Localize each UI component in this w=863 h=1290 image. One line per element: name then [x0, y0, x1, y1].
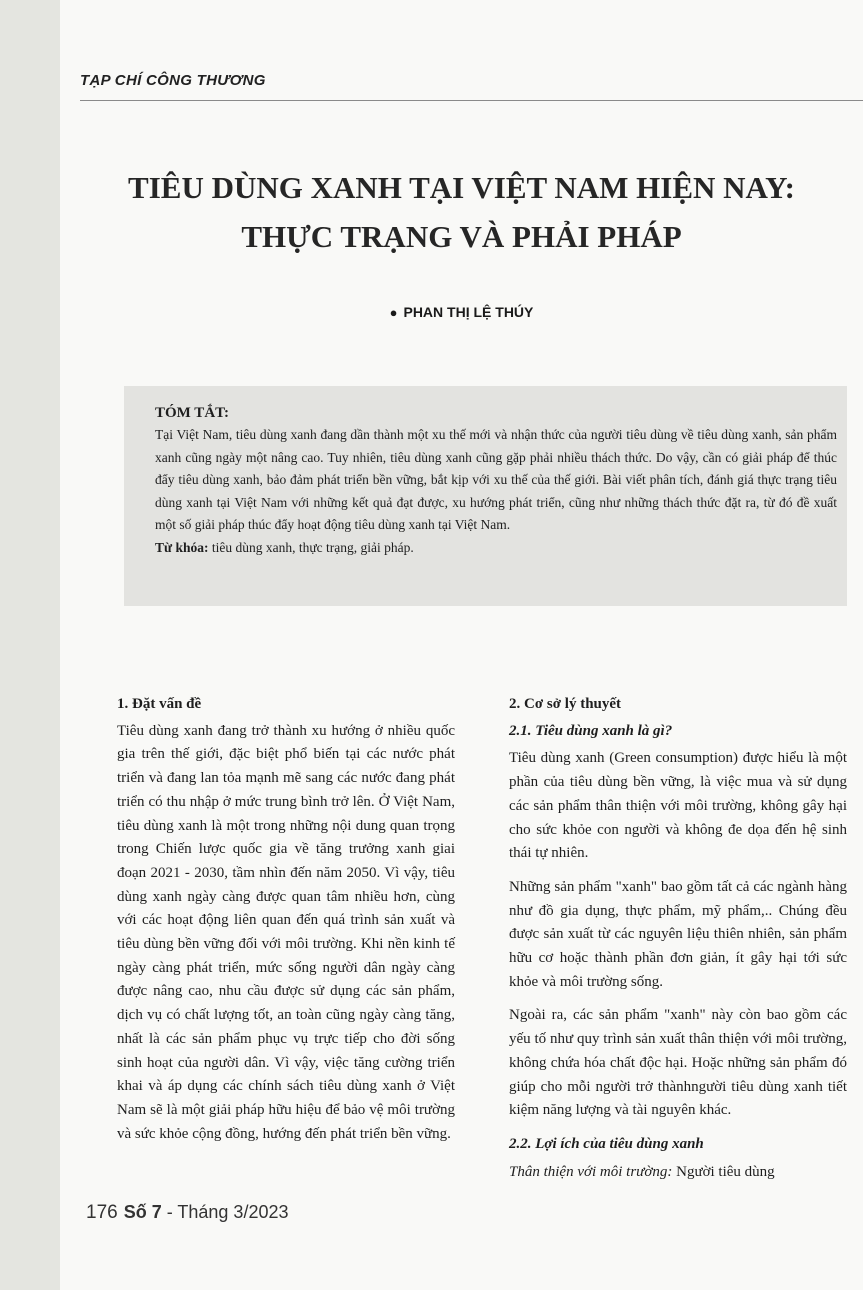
author-line [60, 304, 863, 320]
subsection-2-1-paragraph-2: Những sản phẩm "xanh" bao gồm tất cả các ngành hàng như đồ gia dụng, thực phẩm, mỹ phẩm,.. Chúng đều được sản xuất từ các nguyên liệu thiên nhiên, sản phẩm hữu cơ hoặc thành phần đơn giản, ít gây hại tới sức khỏe và môi trường sống. [509, 878, 847, 990]
header-rule [80, 100, 863, 101]
article-title [60, 163, 863, 261]
author-name: PHAN THỊ LỆ THÚY [403, 304, 534, 320]
abstract-heading: TÓM TẮT: [155, 405, 230, 421]
subsection-2-2-heading: 2.2. Lợi ích của tiêu dùng xanh [509, 1135, 704, 1152]
article-title-line-1: TIÊU DÙNG XANH TẠI VIỆT NAM HIỆN NAY: [128, 170, 795, 205]
benefit-label: Thân thiện với môi trường: [509, 1163, 673, 1180]
left-column [117, 693, 455, 1156]
issue-date: - Tháng 3/2023 [161, 1202, 289, 1222]
keywords-label: Từ khóa: [155, 539, 209, 555]
keywords-line [155, 537, 837, 559]
page-footer [86, 1202, 288, 1224]
section-1-paragraph: Tiêu dùng xanh đang trở thành xu hướng ở nhiều quốc gia trên thế giới, đặc biệt phổ biến tại các nước phát triển và đang lan tỏa mạnh mẽ sang các nước đang phát triển có thu nhập ở mức trung bình trở lên. Ở Việt Nam, tiêu dùng xanh là một trong những nội dung quan trọng trong Chiến lược quốc gia về tăng trưởng xanh giai đoạn 2021 - 2030, tầm nhìn đến năm 2050. Vì vậy, tiêu dùng xanh ngày càng được quan tâm nhiều hơn, cùng với các hoạt động liên quan đến quá trình sản xuất và tiêu dùng bền vững đối với môi trường. Khi nền kinh tế ngày càng phát triển, mức sống người dân ngày càng được nâng cao, nhu cầu được sử dụng các sản phẩm, dịch vụ có chất lượng tốt, an toàn cũng ngày càng tăng, nhất là các sản phẩm phục vụ trực tiếp cho đời sống sinh hoạt của người dân. Vì vậy, việc tăng cường triển khai và áp dụng các chính sách tiêu dùng xanh ở Việt Nam sẽ là một giải pháp hữu hiệu để bảo vệ môi trường và sức khỏe cộng đồng, hướng đến phát triển bền vững. [117, 722, 455, 1142]
subsection-2-1-paragraph-1: Tiêu dùng xanh (Green consumption) được hiểu là một phần của tiêu dùng bền vững, là việc mua và sử dụng các sản phẩm thân thiện với môi trường, không gây hại cho sức khỏe con người và không đe dọa đến hệ sinh thái tự nhiên. [509, 750, 847, 862]
subsection-2-2-paragraph [509, 1161, 847, 1185]
right-column [509, 693, 847, 1194]
bullet-icon: ● [389, 305, 398, 320]
page-number: 176 [86, 1202, 118, 1223]
journal-name: TẠP CHÍ CÔNG THƯƠNG [80, 72, 266, 89]
abstract-box [124, 386, 847, 606]
keywords-text: tiêu dùng xanh, thực trạng, giải pháp. [208, 539, 414, 555]
benefit-text: Người tiêu dùng [672, 1163, 775, 1180]
section-2-heading: 2. Cơ sở lý thuyết [509, 696, 622, 712]
section-1-heading: 1. Đặt vấn đề [117, 696, 202, 712]
issue-label: Số 7 [123, 1202, 162, 1222]
subsection-2-1-heading: 2.1. Tiêu dùng xanh là gì? [509, 722, 673, 739]
article-title-line-2: THỰC TRẠNG VÀ PHẢI PHÁP [241, 219, 682, 254]
subsection-2-1-paragraph-3: Ngoài ra, các sản phẩm "xanh" này còn bao gồm các yếu tố như quy trình sản xuất thân thiện với môi trường, không chứa hóa chất độc hại. Hoặc những sản phẩm đó giúp cho mỗi người trở thànhngười tiêu dùng xanh tiết kiệm năng lượng và tài nguyên khác. [509, 1007, 847, 1119]
page-margin-band [0, 0, 60, 1290]
abstract-text: Tại Việt Nam, tiêu dùng xanh đang dần thành một xu thế mới và nhận thức của người tiêu dùng về tiêu dùng xanh, sản phẩm xanh cũng ngày một nâng cao. Tuy nhiên, tiêu dùng xanh cũng gặp phải nhiều thách thức. Do vậy, cần có giải pháp để thúc đẩy tiêu dùng xanh, bảo đảm phát triển bền vững, bắt kịp với xu thế của thế giới. Bài viết phân tích, đánh giá thực trạng tiêu dùng xanh tại Việt Nam với những kết quả đạt được, xu hướng phát triển, cũng như những thách thức đặt ra, từ đó đề xuất một số giải pháp thúc đẩy hoạt động tiêu dùng xanh tại Việt Nam. [155, 427, 837, 532]
